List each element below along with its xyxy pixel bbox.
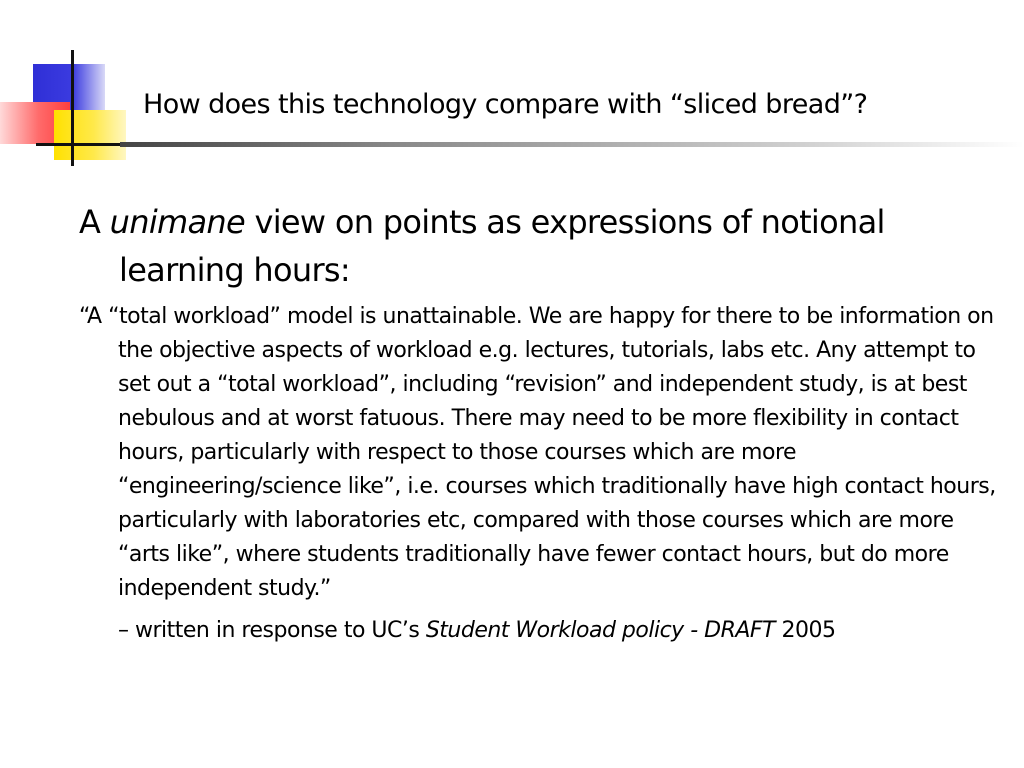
slide-title: How does this technology compare with “sliced bread”? — [143, 89, 868, 120]
heading-rest: view on points as expressions of notional learning hours: — [119, 203, 885, 289]
source-prefix: – written in response to UC’s — [118, 618, 426, 643]
slide-logo — [0, 0, 140, 170]
source-document-title: Student Workload policy - DRAFT — [425, 618, 775, 643]
logo-yellow-square — [54, 110, 126, 160]
slide-body — [79, 198, 999, 648]
title-divider — [120, 142, 1024, 147]
logo-vertical-line — [71, 50, 74, 166]
quote-source — [118, 614, 999, 648]
heading-emphasis: unimane — [109, 203, 245, 241]
heading-prefix: A — [79, 203, 110, 241]
source-year: 2005 — [775, 618, 836, 643]
body-heading — [79, 198, 999, 294]
quote-paragraph: “A “total workload” model is unattainable. We are happy for there to be information on the objective aspects of workload e.g. lectures, tutorials, labs etc. Any attempt to set out a “total workload”, including “revision” and independent study, is at best nebulous and at worst fatuous. There may need to be more flexibility in contact hours, particularly with respect to those courses which are more “engineering/science like”, i.e. courses which traditionally have high contact hours, particularly with laboratories etc, compared with those courses which are more “arts like”, where students traditionally have fewer contact hours, but do more independent study.” — [79, 304, 996, 601]
